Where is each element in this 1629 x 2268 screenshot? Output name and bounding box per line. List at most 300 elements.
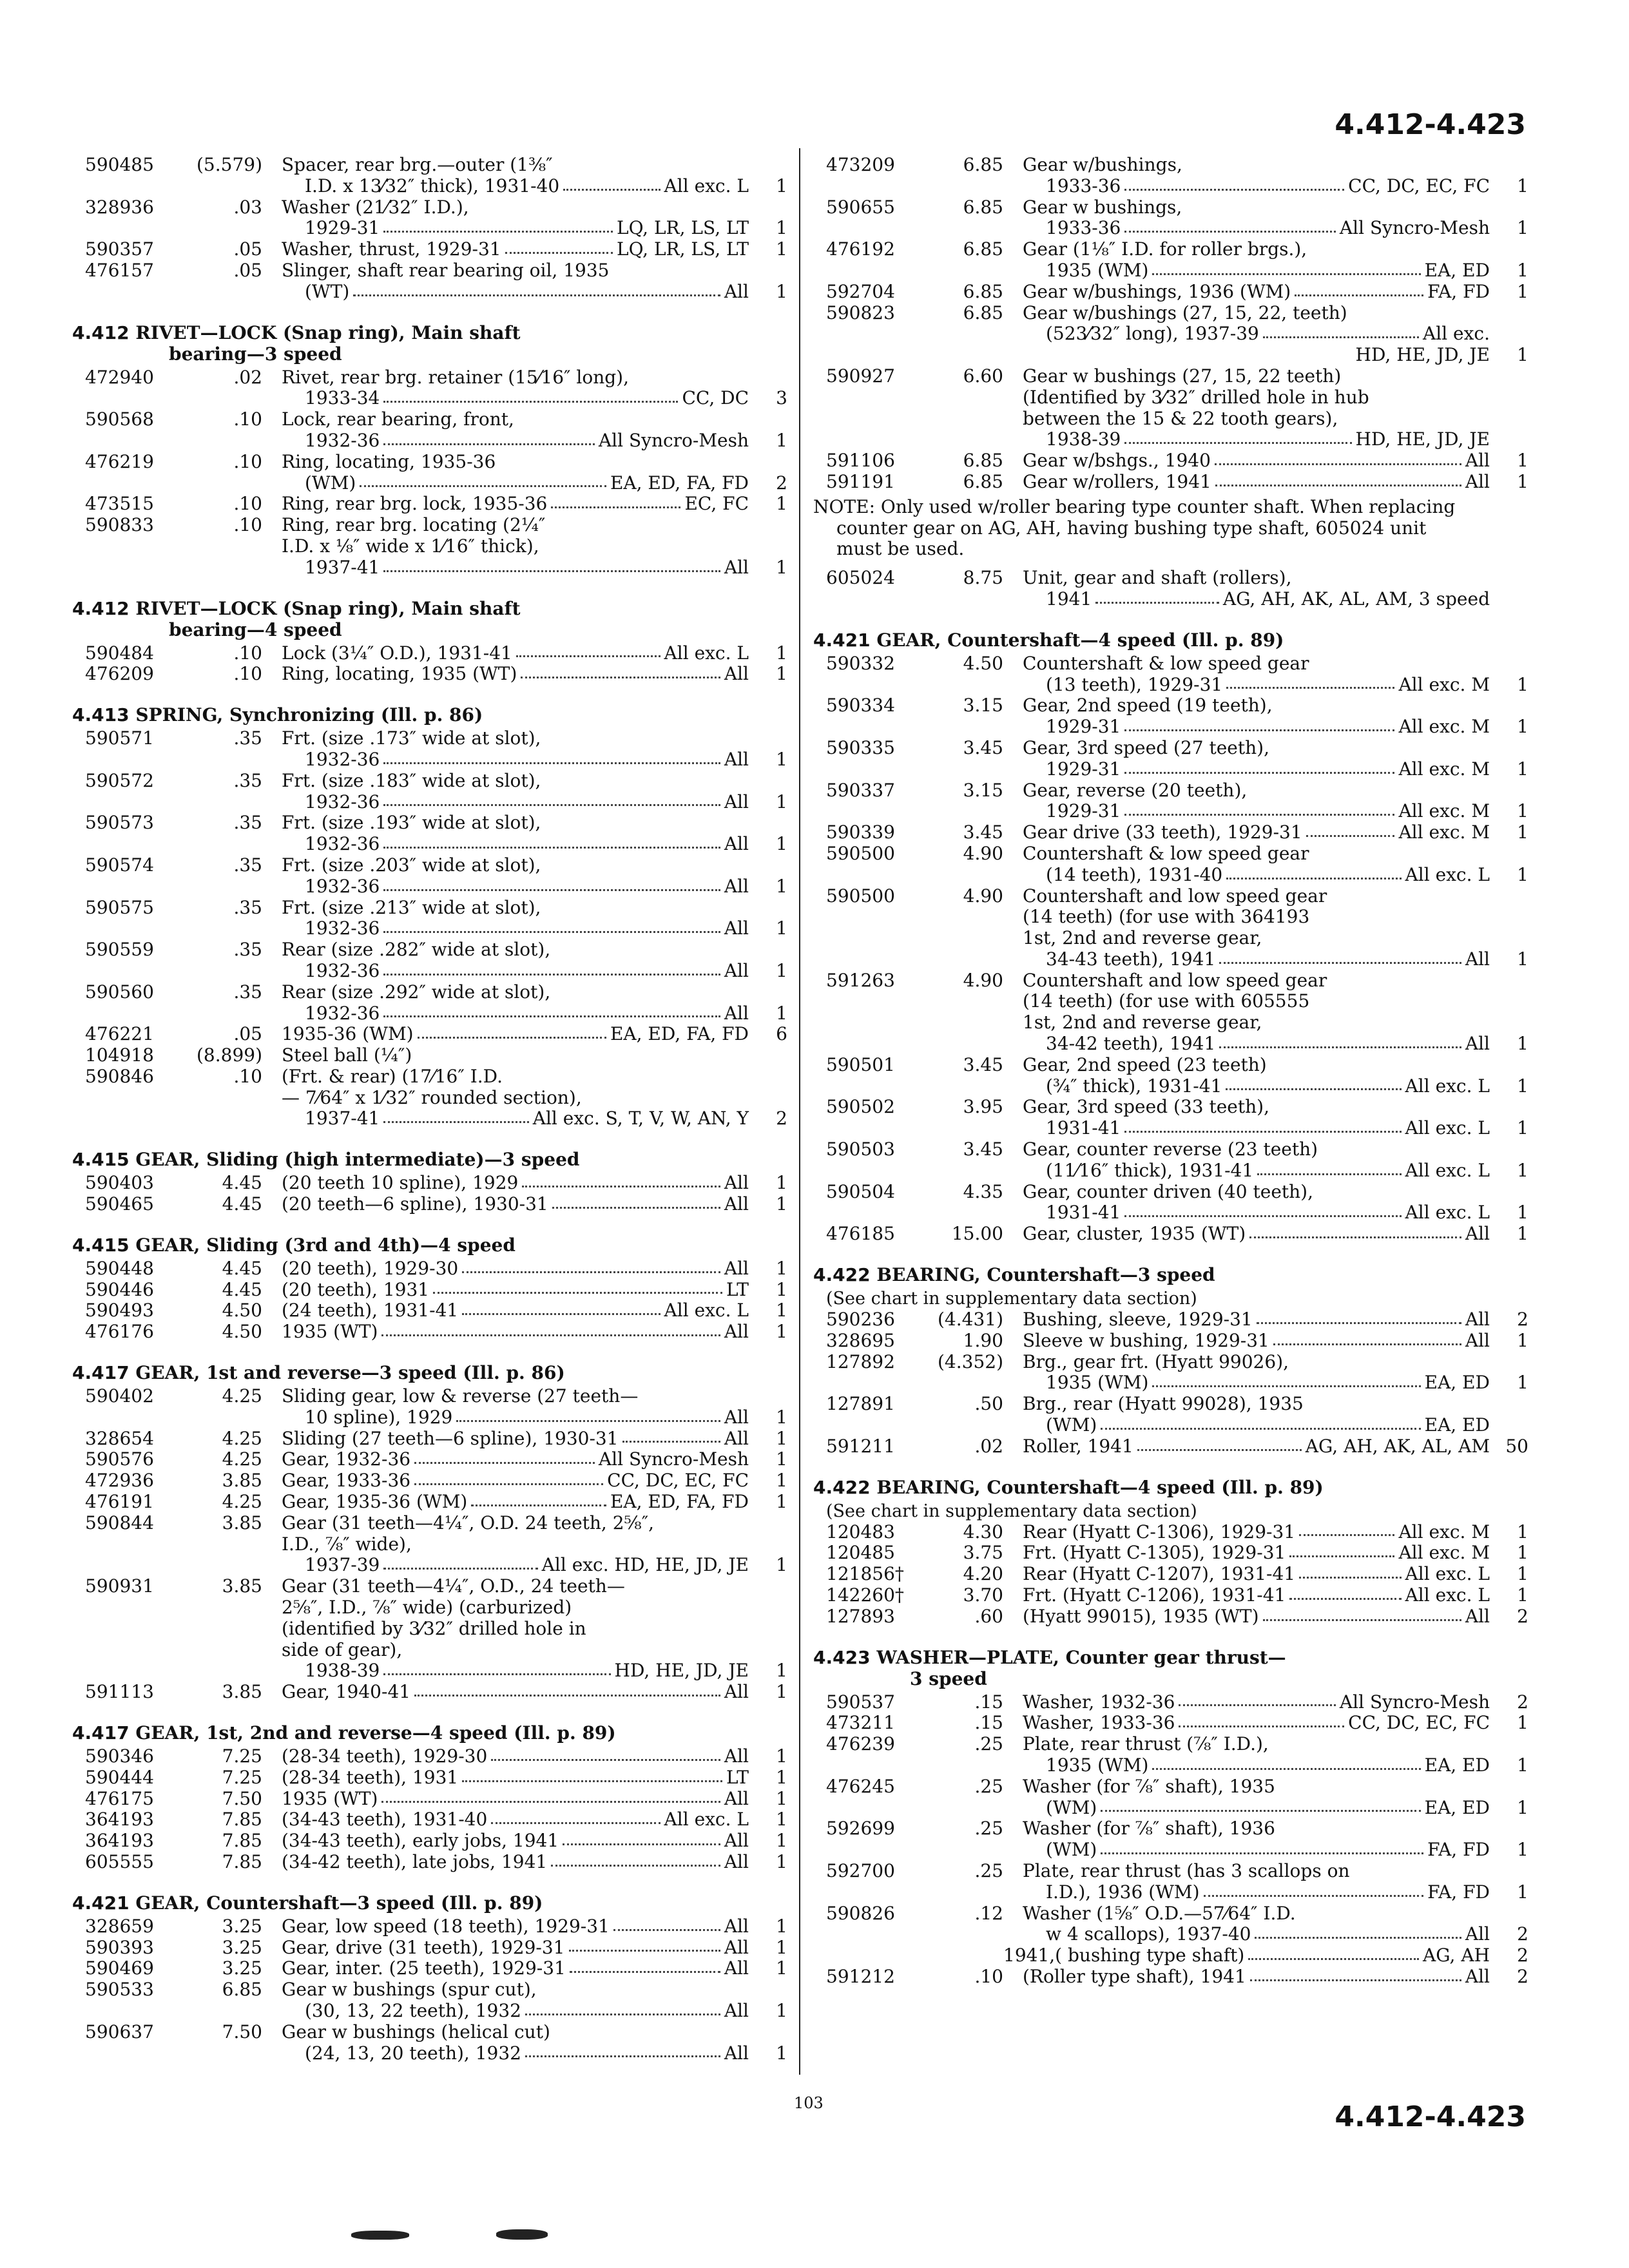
description-text: (30, 13, 22 teeth), 1932	[305, 1999, 521, 2021]
description	[1003, 1331, 1490, 1352]
note-block	[813, 497, 1528, 560]
description-final	[1023, 472, 1490, 493]
description-line: Unit, gear and shaft (rollers),	[1023, 567, 1292, 589]
quantity: 1	[1517, 1223, 1528, 1245]
part-entry	[72, 1280, 787, 1301]
part-number: 590637	[85, 2021, 154, 2042]
part-number: 590844	[85, 1512, 154, 1533]
part-entry	[813, 239, 1528, 282]
application: All exc. HD, HE, JD, JE	[541, 1554, 749, 1576]
dot-leader	[1204, 1882, 1424, 1897]
application: All exc. S, T, V, W, AN, Y	[532, 1108, 749, 1129]
part-entry	[813, 1542, 1528, 1564]
description-line: (Identified by 3⁄32″ drilled hole in hub	[1023, 386, 1369, 408]
description-text: (28-34 teeth), 1929-30	[282, 1745, 488, 1767]
part-entry	[72, 1045, 787, 1066]
description-final	[282, 1470, 749, 1492]
note-line: counter gear on AG, AH, having bushing type shaft, 605024 unit	[836, 517, 1427, 539]
description-final	[1023, 323, 1490, 345]
description-line: (Frt. & rear) (17⁄16″ I.D.	[282, 1065, 503, 1087]
application: All	[724, 791, 749, 812]
part-entry	[72, 1746, 787, 1767]
section-title: GEAR, 1st, 2nd and reverse—4 speed (Ill. p. 89)	[135, 1722, 616, 1744]
price: 6.85	[963, 280, 1003, 302]
part-entry	[72, 260, 787, 303]
description	[262, 494, 749, 515]
dot-leader	[1124, 429, 1351, 444]
dot-leader	[613, 1916, 720, 1931]
description-line: Plate, rear thrust (has 3 scallops on	[1023, 1860, 1350, 1881]
scan-mark	[496, 2229, 548, 2240]
application: All	[724, 1172, 749, 1194]
entry-group	[813, 1692, 1528, 1988]
dot-leader	[1124, 1202, 1401, 1217]
part-entry	[72, 855, 787, 898]
description-final	[1023, 1798, 1490, 1819]
dot-leader	[551, 1852, 720, 1867]
price: .10	[233, 663, 262, 685]
dot-leader	[1295, 282, 1423, 296]
description-text: (34-43 teeth), 1931-40	[282, 1809, 488, 1831]
description	[1003, 568, 1490, 610]
part-entry	[72, 494, 787, 515]
dot-leader	[622, 1428, 720, 1443]
description	[1003, 780, 1490, 823]
description	[262, 855, 749, 898]
description	[262, 1470, 749, 1492]
quantity: 1	[1517, 175, 1528, 197]
quantity: 1	[776, 280, 787, 302]
description	[1003, 1966, 1490, 1988]
part-number: 590931	[85, 1575, 154, 1597]
part-entry	[813, 568, 1528, 610]
description-final	[1023, 801, 1490, 822]
quantity: 1	[776, 1278, 787, 1300]
part-entry	[72, 1767, 787, 1789]
price: .10	[233, 408, 262, 430]
description-text: 1935-36 (WM)	[282, 1023, 414, 1045]
quantity: 1	[776, 1766, 787, 1788]
description-text: Gear, 1935-36 (WM)	[282, 1491, 468, 1513]
dot-leader	[383, 388, 678, 403]
part-number: 592704	[826, 280, 895, 302]
description-final	[1023, 282, 1490, 303]
application: LT	[726, 1278, 749, 1300]
part-number: 364193	[85, 1809, 154, 1831]
part-entry	[813, 695, 1528, 738]
application: All	[724, 2042, 749, 2064]
quantity: 1	[1517, 217, 1528, 239]
description-final	[282, 1407, 749, 1428]
description-line: 1st, 2nd and reverse gear,	[1023, 927, 1262, 949]
description	[262, 515, 749, 578]
description-line: Frt. (size .213″ wide at slot),	[282, 896, 541, 918]
description-final	[282, 1937, 749, 1959]
dot-leader	[1124, 1118, 1401, 1133]
part-number: 591191	[826, 470, 895, 492]
description-text: 1932-36	[305, 429, 380, 451]
dot-leader	[414, 1682, 720, 1696]
application: All exc. L	[1405, 1075, 1490, 1097]
quantity: 1	[1517, 800, 1528, 822]
dot-leader	[360, 473, 606, 488]
application: All exc. M	[1398, 1521, 1490, 1542]
description-line: Rear (size .292″ wide at slot),	[282, 981, 551, 1003]
part-number: 590576	[85, 1448, 154, 1470]
application: All	[1465, 1309, 1490, 1331]
part-number: 590504	[826, 1180, 895, 1202]
description	[262, 1045, 749, 1066]
entry-group	[72, 728, 787, 1129]
description	[1003, 1542, 1490, 1564]
quantity: 3	[776, 387, 787, 409]
description	[262, 1979, 749, 2022]
price: 3.95	[963, 1096, 1003, 1118]
description	[262, 982, 749, 1024]
price: 6.85	[963, 450, 1003, 472]
dot-leader	[563, 176, 660, 191]
description	[1003, 1585, 1490, 1606]
application: All exc. L	[1405, 1584, 1490, 1606]
part-number: 590402	[85, 1385, 154, 1407]
price: .60	[974, 1605, 1003, 1627]
part-number	[813, 1945, 916, 1966]
scan-mark	[351, 2231, 409, 2240]
part-number: 328654	[85, 1427, 154, 1449]
quantity: 1	[776, 1470, 787, 1492]
section-number: 4.422	[813, 1264, 877, 1286]
price: 6.85	[222, 1979, 262, 2001]
part-number: 590500	[826, 885, 895, 907]
part-number: 590927	[826, 365, 895, 387]
description	[262, 1916, 749, 1937]
price: .35	[233, 981, 262, 1003]
quantity: 1	[1517, 344, 1528, 366]
description-text: 1932-36	[305, 833, 380, 855]
quantity: 1	[776, 959, 787, 981]
part-entry	[72, 982, 787, 1024]
dot-leader	[1226, 1076, 1401, 1091]
part-number: 591113	[85, 1681, 154, 1703]
description-line: Gear, counter reverse (23 teeth)	[1023, 1139, 1318, 1160]
quantity: 1	[1517, 1796, 1528, 1818]
description-text: 1937-39	[305, 1554, 380, 1576]
description-final	[1023, 675, 1490, 696]
section-title-cont: 3 speed	[910, 1667, 987, 1689]
description	[1003, 843, 1490, 886]
description-text: 1932-36	[305, 791, 380, 812]
application: All	[724, 1427, 749, 1449]
price: .15	[974, 1712, 1003, 1734]
description-line: Countershaft & low speed gear	[1023, 842, 1309, 864]
part-number: 473211	[826, 1712, 895, 1734]
dot-leader	[383, 876, 720, 891]
price: .15	[974, 1691, 1003, 1713]
description-text: (WM)	[305, 472, 356, 494]
description	[262, 1789, 749, 1810]
description-text: Gear, low speed (18 teeth), 1929-31	[282, 1915, 610, 1937]
part-entry	[813, 822, 1528, 843]
description-final	[282, 1003, 749, 1024]
part-entry	[813, 1861, 1528, 1903]
description-text: I.D.), 1936 (WM)	[1046, 1881, 1200, 1903]
description	[1003, 239, 1490, 282]
description	[262, 1576, 749, 1682]
description-line: Frt. (size .193″ wide at slot),	[282, 812, 541, 834]
description	[262, 1300, 749, 1321]
description-text: 1935 (WM)	[1046, 1372, 1149, 1394]
price: .35	[233, 727, 262, 749]
part-number: 605555	[85, 1851, 154, 1872]
application: All	[1465, 1223, 1490, 1245]
dot-leader	[1124, 759, 1394, 774]
price: 3.75	[963, 1542, 1003, 1564]
application: All	[724, 1681, 749, 1703]
application: HD, HE, JD, JE	[614, 1660, 749, 1682]
description-text: 1935 (WT)	[282, 1787, 378, 1809]
description-line: Rivet, rear brg. retainer (15⁄16″ long),	[282, 366, 629, 388]
application: All Syncro-Mesh	[598, 1448, 749, 1470]
dot-leader	[525, 2001, 720, 2015]
part-entry	[72, 898, 787, 940]
application: All	[1465, 470, 1490, 492]
application: All	[724, 1787, 749, 1809]
part-entry	[72, 1789, 787, 1810]
description-text: 34-43 teeth), 1941	[1046, 948, 1216, 970]
part-entry	[72, 409, 787, 452]
description-final	[1023, 822, 1490, 843]
section-title: BEARING, Countershaft—4 speed (Ill. p. 89)	[876, 1476, 1324, 1498]
entry-group	[72, 1746, 787, 1873]
part-entry	[813, 197, 1528, 240]
section-title: GEAR, Countershaft—3 speed (Ill. p. 89)	[135, 1892, 543, 1914]
description-text: (14 teeth), 1931-40	[1046, 863, 1223, 885]
application: All	[724, 1406, 749, 1428]
price: 4.90	[963, 885, 1003, 907]
quantity: 1	[776, 1787, 787, 1809]
part-number: 590560	[85, 981, 154, 1003]
part-number: 473209	[826, 154, 895, 175]
price: .50	[974, 1393, 1003, 1415]
dot-leader	[462, 1258, 720, 1273]
description-text: 1941,( bushing type shaft)	[1003, 1945, 1245, 1966]
application: FA, FD	[1427, 1881, 1490, 1903]
part-entry	[813, 1966, 1528, 1988]
section-note: (See chart in supplementary data section)	[826, 1501, 1197, 1521]
application: All	[724, 748, 749, 770]
part-entry	[72, 1682, 787, 1703]
application: EA, ED	[1424, 1754, 1490, 1776]
description-line: Countershaft and low speed gear	[1023, 885, 1327, 907]
part-number: 476221	[85, 1023, 154, 1045]
price: .10	[233, 493, 262, 515]
description-final	[1023, 716, 1490, 738]
description-final	[1023, 1118, 1490, 1139]
quantity: 1	[776, 833, 787, 855]
part-entry	[813, 1436, 1528, 1457]
dot-leader	[414, 1470, 603, 1485]
dot-leader	[570, 1958, 720, 1973]
price: 3.70	[963, 1584, 1003, 1606]
section-heading	[813, 1264, 1528, 1285]
description	[262, 939, 749, 982]
part-entry	[72, 664, 787, 685]
dot-leader	[383, 557, 720, 572]
description-text: Bushing, sleeve, 1929-31	[1023, 1309, 1253, 1331]
dot-leader	[1299, 1564, 1401, 1579]
dot-leader	[1179, 1692, 1335, 1707]
description-final	[1023, 1372, 1490, 1394]
part-entry	[72, 239, 787, 260]
part-entry	[813, 1352, 1528, 1394]
dot-leader	[1215, 472, 1461, 486]
entry-group	[72, 1386, 787, 1703]
description-line: (identified by 3⁄32″ drilled hole in	[282, 1617, 586, 1639]
description	[1003, 197, 1490, 240]
application: LQ, LR, LS, LT	[617, 238, 749, 260]
price: (8.899)	[196, 1044, 262, 1066]
quantity: 1	[776, 1809, 787, 1831]
description-line: Gear (1⅛″ I.D. for roller brgs.),	[1023, 238, 1307, 260]
description-text: (WM)	[1046, 1796, 1097, 1818]
price: (4.431)	[937, 1309, 1003, 1331]
part-entry	[813, 1713, 1528, 1734]
part-entry	[72, 1576, 787, 1682]
description	[262, 1449, 749, 1470]
price: 3.85	[222, 1470, 262, 1492]
description-line: Gear, 2nd speed (23 teeth)	[1023, 1053, 1267, 1075]
part-entry	[813, 1331, 1528, 1352]
application: All	[724, 1002, 749, 1024]
entry-group	[72, 1916, 787, 2064]
description-text: (11⁄16″ thick), 1931-41	[1046, 1159, 1254, 1181]
price: 4.25	[222, 1427, 262, 1449]
dot-leader	[1219, 949, 1461, 964]
dot-leader	[563, 1831, 720, 1845]
part-number: 590533	[85, 1979, 154, 2001]
entry-group	[813, 653, 1528, 1245]
description-final	[1023, 1924, 1490, 1945]
application: All exc. M	[1398, 1542, 1490, 1564]
application: All exc. L	[1405, 1202, 1490, 1224]
price: 7.50	[222, 1787, 262, 1809]
description	[1003, 282, 1490, 303]
description-final	[1023, 1882, 1490, 1903]
description-final	[1023, 1202, 1490, 1224]
quantity: 1	[1517, 1075, 1528, 1097]
dot-leader	[383, 1555, 537, 1570]
description-line: side of gear),	[282, 1639, 403, 1660]
application: All exc. M	[1398, 800, 1490, 822]
part-entry	[72, 1386, 787, 1428]
description-text: 1941	[1046, 588, 1092, 610]
description-line: Spacer, rear brg.—outer (1⅜″	[282, 154, 553, 175]
left-column	[72, 155, 787, 2066]
part-number: 472940	[85, 366, 154, 388]
dot-leader	[1299, 1522, 1394, 1537]
application: AG, AH, AK, AL, AM, 3 speed	[1222, 588, 1490, 610]
price: 4.50	[222, 1300, 262, 1321]
part-entry	[72, 1449, 787, 1470]
description-final	[1023, 450, 1490, 472]
part-number: 120485	[826, 1542, 895, 1564]
description	[1003, 1776, 1490, 1819]
application: All exc. L	[664, 642, 749, 664]
description-line: Gear w bushings (spur cut),	[282, 1979, 537, 2001]
description-text: w 4 scallops), 1937-40	[1046, 1923, 1251, 1945]
dot-leader	[1306, 822, 1395, 837]
application: EA, ED, FA, FD	[610, 1023, 749, 1045]
description	[262, 1428, 749, 1450]
application: CC, DC, EC, FC	[1348, 1712, 1490, 1734]
part-number: 364193	[85, 1830, 154, 1852]
description-text: 1937-41	[305, 1108, 380, 1129]
description-final	[282, 557, 749, 579]
price: 3.15	[963, 779, 1003, 801]
description-final	[282, 1746, 749, 1767]
part-entry	[72, 1173, 787, 1194]
part-number: 328659	[85, 1915, 154, 1937]
part-number: 590332	[826, 652, 895, 674]
quantity: 2	[776, 1108, 787, 1129]
part-number: 590446	[85, 1278, 154, 1300]
description-text: 1938-39	[305, 1660, 380, 1682]
quantity: 1	[776, 1300, 787, 1321]
part-entry	[813, 1585, 1528, 1606]
part-entry	[72, 643, 787, 664]
description-line: Gear w/bushings (27, 15, 22, teeth)	[1023, 302, 1347, 323]
application: EA, ED, FA, FD	[610, 472, 749, 494]
section-title: WASHER—PLATE, Counter gear thrust—	[876, 1646, 1286, 1668]
quantity: 1	[1517, 758, 1528, 780]
dot-leader	[462, 1767, 722, 1782]
dot-leader	[491, 1809, 660, 1824]
description-final	[282, 1108, 749, 1129]
quantity: 1	[776, 1554, 787, 1576]
section-title: GEAR, Sliding (high intermediate)—3 speed	[135, 1149, 580, 1171]
description-final	[1023, 865, 1490, 886]
description-text: (523⁄32″ long), 1937-39	[1046, 323, 1259, 345]
part-entry	[72, 812, 787, 855]
description-text: (WM)	[1046, 1414, 1097, 1436]
section-number: 4.422	[813, 1476, 877, 1498]
description-line: Frt. (size .183″ wide at slot),	[282, 769, 541, 791]
price: 4.20	[963, 1563, 1003, 1585]
description	[262, 1066, 749, 1129]
part-number: 590485	[85, 154, 154, 175]
application: All	[724, 280, 749, 302]
part-number: 473515	[85, 493, 154, 515]
quantity: 1	[1517, 1329, 1528, 1351]
part-number: 590357	[85, 238, 154, 260]
description-line: between the 15 & 22 tooth gears),	[1023, 407, 1338, 429]
description-text: 1935 (WT)	[282, 1321, 378, 1343]
quantity: 1	[776, 663, 787, 685]
description-line: Gear (31 teeth—4¼″, O.D., 24 teeth—	[282, 1575, 625, 1597]
section-heading	[72, 1149, 787, 1170]
dot-leader	[1219, 1033, 1461, 1048]
part-entry	[72, 1852, 787, 1873]
description-final	[282, 1280, 749, 1301]
quantity: 1	[1517, 1584, 1528, 1606]
quantity: 1	[776, 1491, 787, 1513]
part-entry	[72, 1513, 787, 1576]
quantity: 1	[1517, 1881, 1528, 1903]
price: 15.00	[951, 1223, 1003, 1245]
description	[262, 1809, 749, 1831]
description-final	[282, 1958, 749, 1979]
quantity: 2	[1517, 1965, 1528, 1987]
